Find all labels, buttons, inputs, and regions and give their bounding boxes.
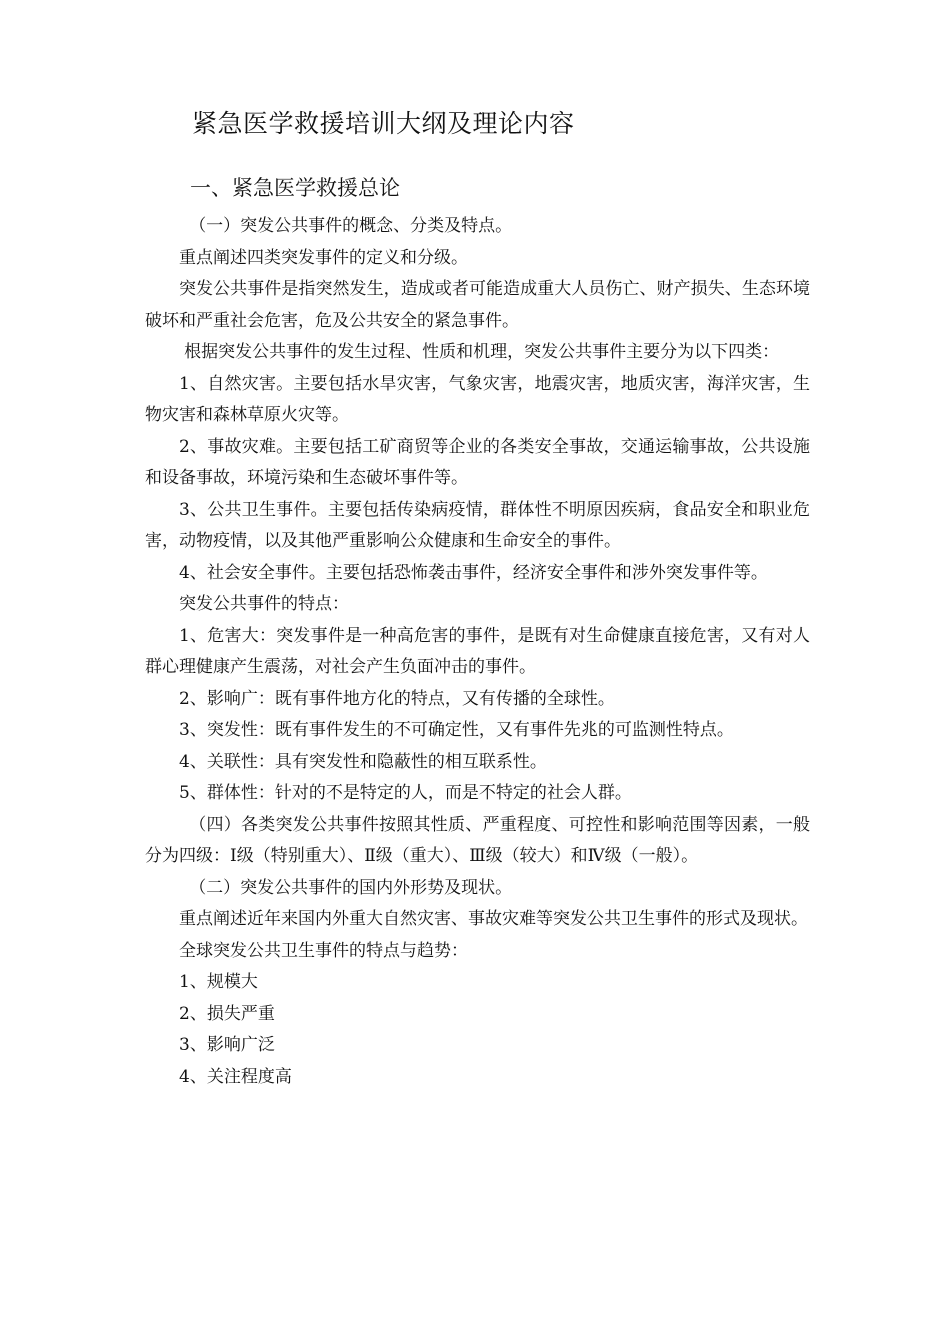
list-item: 4、关联性：具有突发性和隐蔽性的相互联系性。 [179,751,547,772]
list-item: 2、损失严重 [179,1003,275,1024]
list-item: 1、规模大 [179,972,258,992]
paragraph: 突发公共事件的特点： [179,594,349,614]
list-item: 4、关注程度高 [179,1066,292,1087]
subsection-heading: （二）突发公共事件的国内外形势及现状。 [189,877,513,898]
paragraph: （四）各类突发公共事件按照其性质、严重程度、可控性和影响范围等因素，一般分为四级：Ⅰ级（特别重大）、Ⅱ级（重大）、Ⅲ级（较大）和Ⅳ级（一般）。 [145,814,810,866]
section-heading: 一、紧急医学救援总论 [190,176,400,200]
paragraph: 重点阐述四类突发事件的定义和分级。 [179,247,468,268]
subsection-heading: （一）突发公共事件的概念、分类及特点。 [189,216,513,236]
list-item: 2、事故灾难。主要包括工矿商贸等企业的各类安全事故，交通运输事故，公共设施和设备事故，环境污染和生态破坏事件等。 [145,436,810,488]
list-item: 5、群体性：针对的不是特定的人，而是不特定的社会人群。 [179,783,632,803]
document-body [145,211,810,1093]
list-item: 2、影响广：既有事件地方化的特点，又有传播的全球性。 [179,688,615,709]
list-item: 1、自然灾害。主要包括水旱灾害，气象灾害，地震灾害，地质灾害，海洋灾害，生物灾害和森林草原火灾等。 [145,373,810,425]
list-item: 3、公共卫生事件。主要包括传染病疫情，群体性不明原因疾病，食品安全和职业危害，动物疫情，以及其他严重影响公众健康和生命安全的事件。 [145,499,810,551]
list-item: 3、突发性：既有事件发生的不可确定性，又有事件先兆的可监测性特点。 [179,720,734,740]
paragraph: 重点阐述近年来国内外重大自然灾害、事故灾难等突发公共卫生事件的形式及现状。 [179,909,808,929]
list-item: 1、危害大：突发事件是一种高危害的事件，是既有对生命健康直接危害，又有对人群心理健康产生震荡，对社会产生负面冲击的事件。 [145,625,810,677]
list-item: 4、社会安全事件。主要包括恐怖袭击事件，经济安全事件和涉外突发事件等。 [179,562,768,583]
paragraph: 根据突发公共事件的发生过程、性质和机理，突发公共事件主要分为以下四类： [184,342,780,362]
paragraph: 全球突发公共卫生事件的特点与趋势： [179,940,468,961]
document-title: 紧急医学救援培训大纲及理论内容 [192,109,575,138]
paragraph: 突发公共事件是指突然发生，造成或者可能造成重大人员伤亡、财产损失、生态环境破坏和严重社会危害，危及公共安全的紧急事件。 [145,279,810,331]
list-item: 3、影响广泛 [179,1035,275,1055]
